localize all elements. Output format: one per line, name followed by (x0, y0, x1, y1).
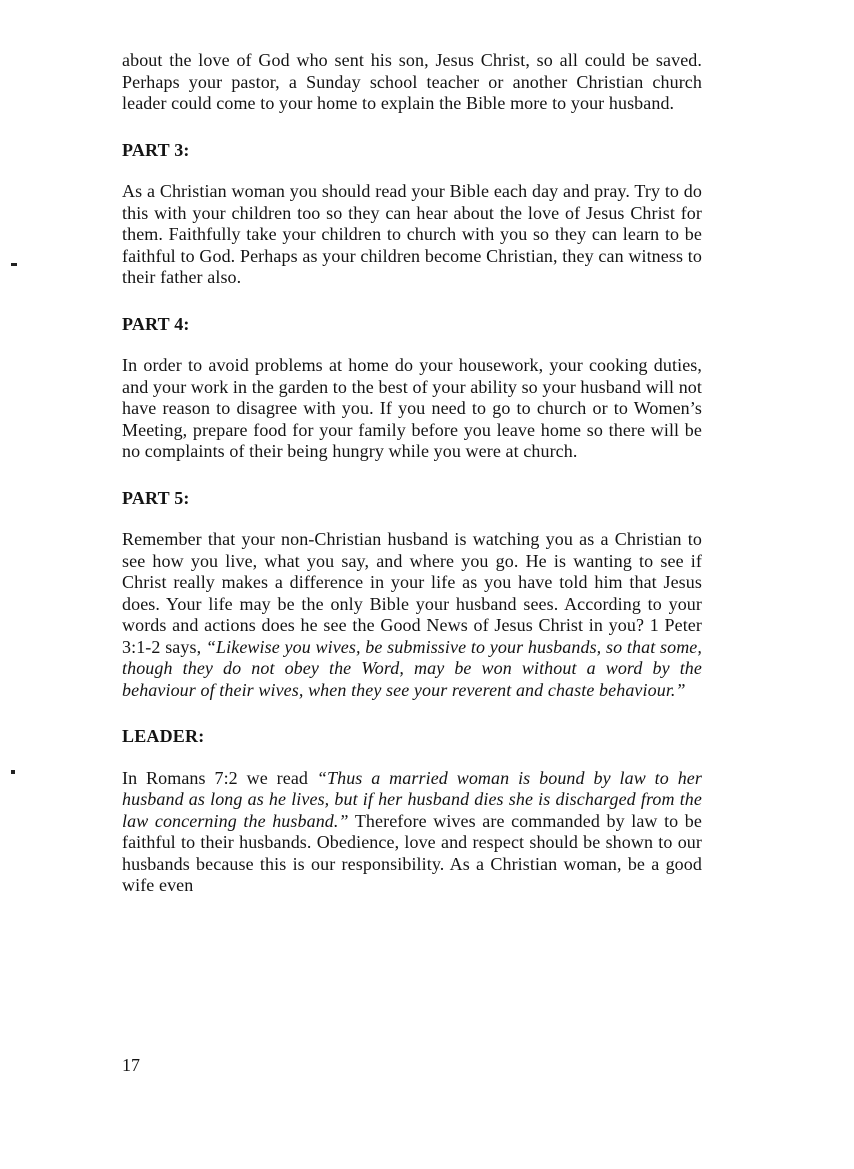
paragraph (122, 529, 702, 701)
body-text: about the love of God who sent his son, Jesus Christ, so all could be saved. Perhaps your pastor, a Sunday school teacher or another Christian church leader could come to your home to explain the Bible more to your husband. (122, 50, 702, 113)
page-number: 17 (122, 1055, 140, 1075)
body-text: Remember that your non-Christian husband is watching you as a Christian to see how you live, what you say, and where you go. He is wanting to see if Christ really makes a difference in your life as you have told him that Jesus does. Your life may be the only Bible your husband sees. According to your words and actions does he see the Good News of Jesus Christ in you? 1 Peter 3:1-2 says, (122, 529, 702, 657)
page-body (122, 50, 702, 897)
scan-speck (11, 770, 15, 774)
paragraph (122, 768, 702, 897)
section-heading: PART 4: (122, 313, 190, 334)
scripture-quote-text: “Likewise you wives, be submissive to your husbands, so that some, though they do not obey the Word, may be won without a word by the behaviour of their wives, when they see your reverent and chaste behaviour.” (122, 636, 702, 700)
body-text: In order to avoid problems at home do your housework, your cooking duties, and your work in the garden to the best of your ability so your husband will not have reason to disagree with you. If you need to go to church or to Women’s Meeting, prepare food for your family before you leave home so there will be no complaints of their being hungry while you were at church. (122, 355, 702, 461)
body-text: In Romans 7:2 we read (122, 767, 317, 788)
section-heading: LEADER: (122, 726, 205, 746)
section-heading: PART 5: (122, 487, 190, 508)
scripture-quote-text: “Thus a married woman is bound by law to her husband as long as he lives, but if her husband dies she is discharged from the law concerning the husband.” (122, 767, 702, 831)
paragraph (122, 50, 702, 115)
paragraph (122, 181, 702, 289)
scan-speck (11, 263, 17, 266)
body-text: As a Christian woman you should read your Bible each day and pray. Try to do this with your children too so they can hear about the love of Jesus Christ for them. Faithfully take your children to church with you so they can learn to be faithful to God. Perhaps as your children become Christian, they can witness to their father also. (122, 181, 702, 287)
section-heading: PART 3: (122, 139, 190, 160)
paragraph (122, 355, 702, 463)
body-text: Therefore wives are commanded by law to be faithful to their husbands. Obedience, love and respect should be shown to our husbands because this is our responsibility. As a Christian woman, be a good wife even (122, 810, 702, 895)
